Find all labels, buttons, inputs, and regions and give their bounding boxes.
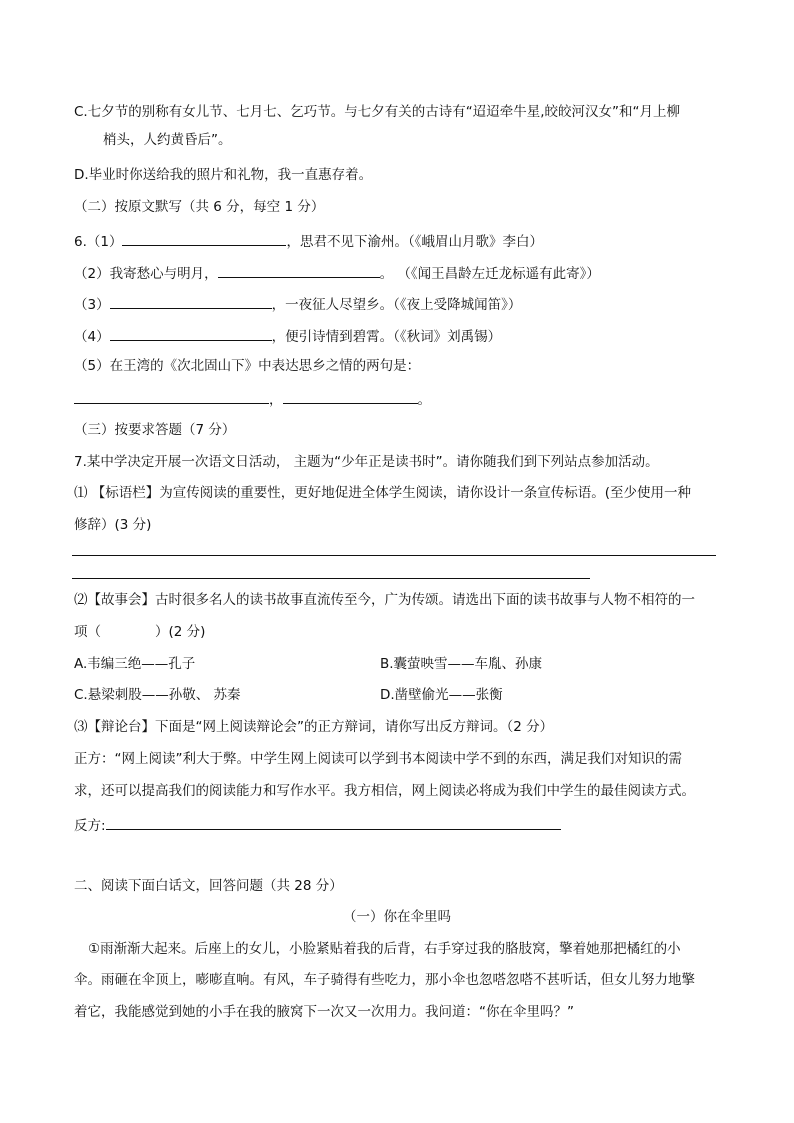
item-d: D.毕业时你送给我的照片和礼物，我一直惠存着。 [74,167,373,183]
q6-line1 [74,230,543,251]
item-c-line2: 梢头，人约黄昏后”。 [103,132,232,148]
answer-blank[interactable] [110,293,272,309]
q6-line5-answers [74,388,431,409]
q6-4-suffix: ，便引诗情到碧霄。（《秋词》刘禹锡） [271,329,502,345]
rebuttal-label: 反方: [74,818,106,834]
option-c[interactable]: C.悬梁刺股——孙敬、 苏秦 [74,687,241,703]
q6-line3 [74,293,521,314]
q7-p3-line1: ⑶【辩论台】下面是“网上阅读辩论会”的正方辩词，请你写出反方辩词。（2 分） [74,719,554,735]
option-d[interactable]: D.凿壁偷光——张衡 [380,687,503,703]
q6-2-prefix: （2）我寄愁心与明月， [74,266,218,282]
answer-blank[interactable] [106,814,561,830]
answer-blank[interactable] [218,262,380,278]
q6-5-end: 。 [417,392,431,408]
article-title: （一）你在伞里吗 [343,909,451,925]
answer-blank[interactable] [283,388,418,404]
q6-1-suffix: ，思君不见下渝州。（《峨眉山月歌》李白） [286,234,543,250]
q6-5-comma: ， [269,392,283,408]
q7-p2-line2: 项（ ）(2 分) [74,624,206,640]
q7-intro: 7.某中学决定开展一次语文日活动， 主题为“少年正是读书时”。请你随我们到下列站点参加活动。 [74,454,659,470]
option-a[interactable]: A.韦编三绝——孔子 [74,656,196,672]
q7-p2-line1: ⑵【故事会】古时很多名人的读书故事直流传至今，广为传颂。请选出下面的读书故事与人物不相符的一 [74,592,695,608]
answer-blank[interactable] [74,388,269,404]
q6-line5: （5）在王湾的《次北固山下》中表达思乡之情的两句是： [74,358,421,374]
option-b[interactable]: B.囊萤映雪——车胤、孙康 [380,656,543,672]
answer-blank[interactable] [110,325,272,341]
part2-title: 二、阅读下面白话文，回答问题（共 28 分） [74,878,343,894]
section2-title: （二）按原文默写（共 6 分，每空 1 分） [74,199,325,215]
article-line2: 伞。雨砸在伞顶上，嘭嘭直响。有风，车子骑得有些吃力，那小伞也忽嗒忽嗒不甚听话，但女儿努力地擎 [74,972,695,988]
answer-line[interactable] [72,555,716,556]
answer-line[interactable] [72,578,590,579]
q7-p3-line3: 求，还可以提高我们的阅读能力和写作水平。我方相信，网上阅读必将成为我们中学生的最佳阅读方式。 [74,783,695,799]
q6-4-prefix: （4） [74,329,110,345]
q7-p3-line4 [74,814,561,835]
q6-line2 [74,262,600,283]
item-c-line1: C.七夕节的别称有女儿节、七月七、乞巧节。与七夕有关的古诗有“迢迢牵牛星,皎皎河汉女”和“月上柳 [74,104,680,120]
q6-line4 [74,325,501,346]
article-line1: ①雨渐渐大起来。后座上的女儿，小脸紧贴着我的后背，右手穿过我的胳肢窝，擎着她那把橘红的小 [88,941,681,957]
answer-blank[interactable] [122,230,286,246]
q7-p1-line2: 修辞）(3 分) [74,517,152,533]
q7-p1-line1: ⑴ 【标语栏】为宣传阅读的重要性，更好地促进全体学生阅读，请你设计一条宣传标语。(至少使用一种 [74,485,692,501]
q6-3-suffix: ，一夜征人尽望乡。（《夜上受降城闻笛》） [271,297,522,313]
q7-p3-line2: 正方：“网上阅读”利大于弊。中学生网上阅读可以学到书本阅读中学不到的东西，满足我们对知识的需 [74,751,682,767]
article-line3: 着它，我能感觉到她的小手在我的腋窝下一次又一次用力。我问道：“你在伞里吗？” [74,1004,574,1020]
q6-1-prefix: 6.（1） [74,234,123,250]
section3-title: （三）按要求答题（7 分） [74,422,236,438]
q6-3-prefix: （3） [74,297,110,313]
q6-2-suffix: 。 （《闻王昌龄左迁龙标遥有此寄》） [379,266,600,282]
